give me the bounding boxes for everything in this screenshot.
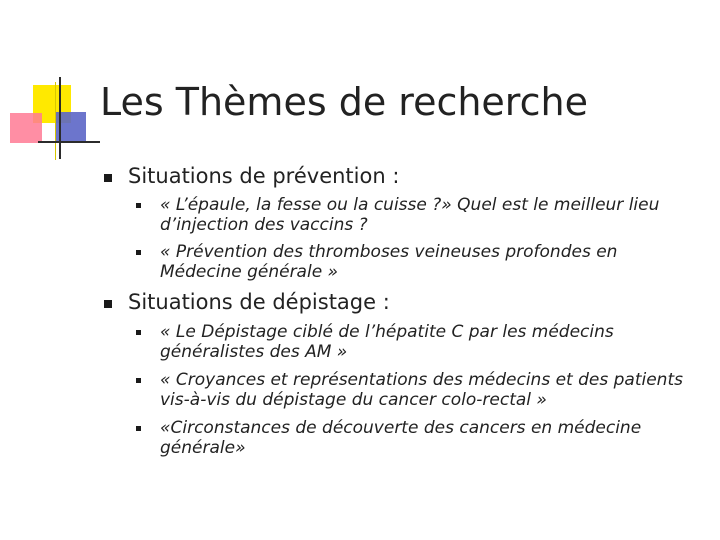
sub-bullet-icon [136,203,141,208]
list-item-line: générale» [160,438,246,458]
sub-bullet-icon [136,378,141,383]
list-item-line: «Circonstances de découverte des cancers en médecine [160,418,642,438]
list-item-line: « Le Dépistage ciblé de l’hépatite C par les médecins [160,322,614,342]
sub-bullet-icon [136,250,141,255]
sub-bullet-icon [136,426,141,431]
slide-title: Les Thèmes de recherche [100,80,588,124]
vertical-line [59,77,61,159]
decorative-squares-logo [0,0,100,170]
pink-square [10,113,42,143]
bullet-icon [104,300,112,308]
list-item-line: vis-à-vis du dépistage du cancer colo-rectal » [160,390,547,410]
sub-bullet-icon [136,330,141,335]
bullet-icon [104,174,112,182]
list-item-line: d’injection des vaccins ? [160,215,368,235]
yellow-vertical-line [55,82,56,160]
list-item-line: « Croyances et représentations des médecins et des patients [160,370,683,390]
section-heading-depistage: Situations de dépistage : [128,290,390,314]
section-heading-prevention: Situations de prévention : [128,164,400,188]
horizontal-line [38,141,100,143]
list-item-line: « Prévention des thromboses veineuses profondes en [160,242,618,262]
list-item-line: « L’épaule, la fesse ou la cuisse ?» Quel est le meilleur lieu [160,195,660,215]
list-item-line: Médecine générale » [160,262,339,282]
list-item-line: généralistes des AM » [160,342,348,362]
